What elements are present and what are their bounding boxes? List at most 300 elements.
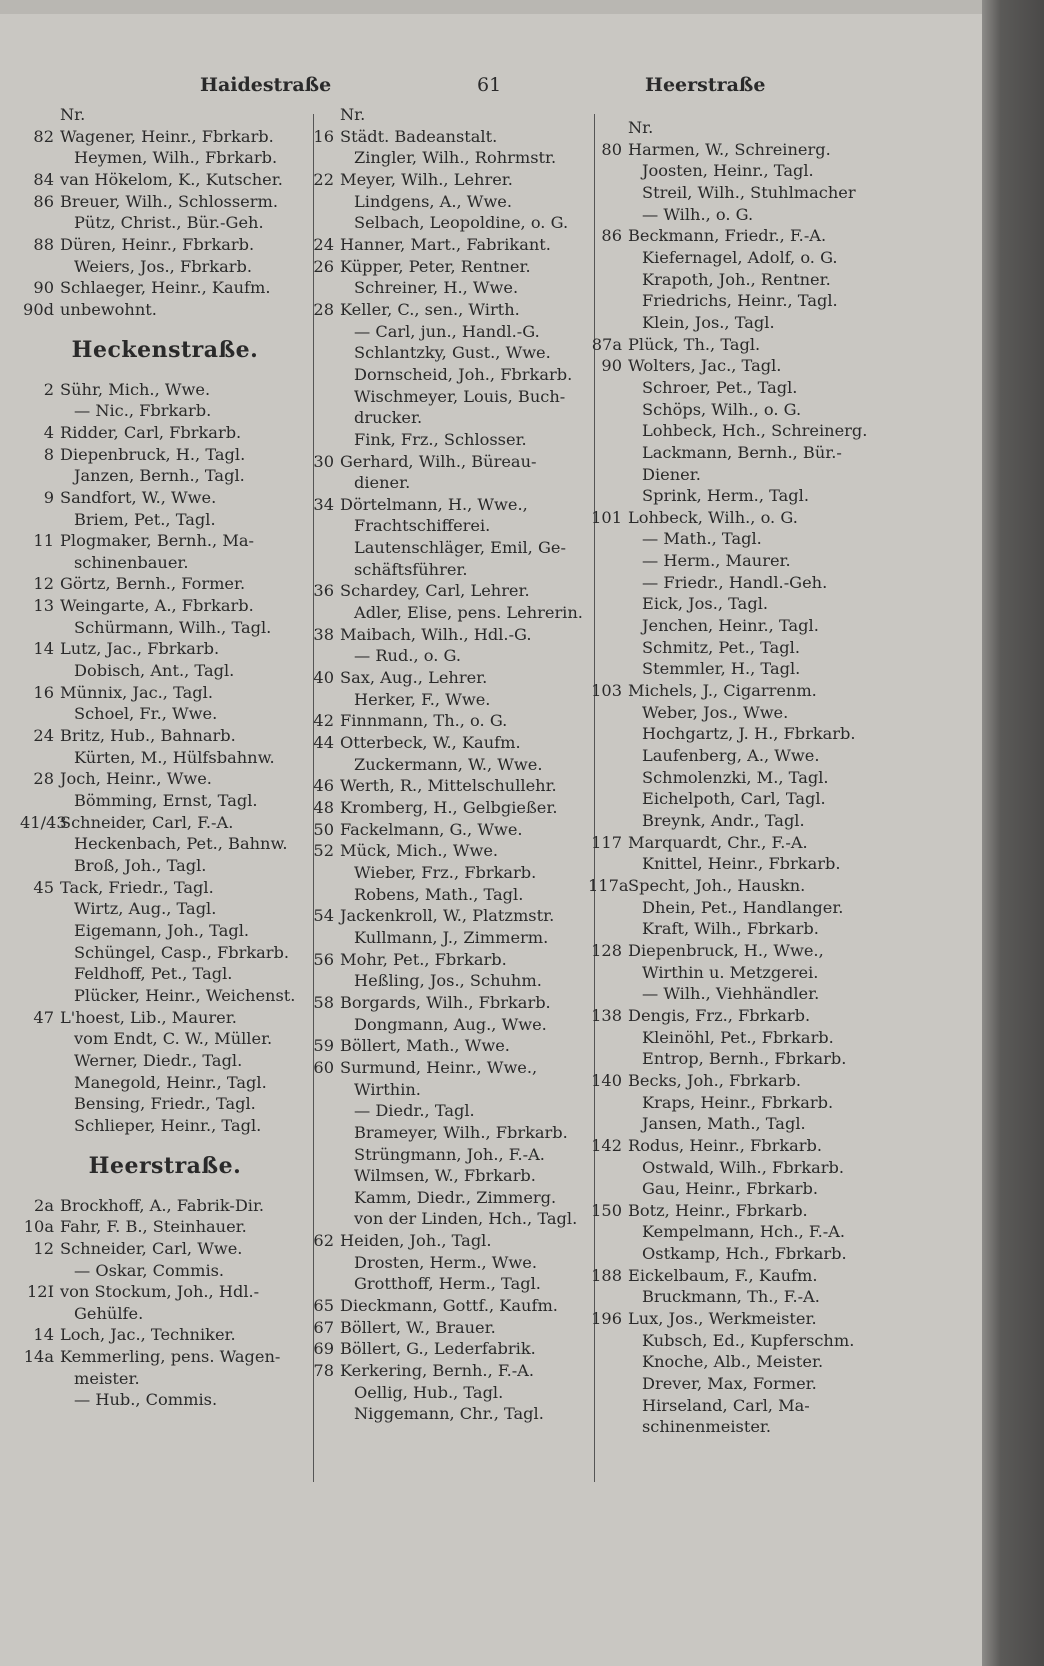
house-number [20, 400, 60, 422]
resident-text: Selbach, Leopoldine, o. G. [354, 213, 569, 233]
scan-right-edge [982, 0, 1044, 1666]
house-number [588, 767, 628, 789]
directory-entry [20, 573, 310, 595]
directory-entry [588, 1092, 888, 1114]
directory-entry [588, 420, 888, 442]
directory-entry [588, 853, 888, 875]
directory-entry [588, 1330, 888, 1352]
directory-entry [20, 790, 310, 812]
house-number: 69 [313, 1339, 334, 1359]
directory-entry [300, 1273, 592, 1295]
house-number [20, 703, 60, 725]
directory-entry [588, 204, 888, 226]
directory-entry [588, 962, 888, 984]
resident-text: Plogmaker, Bernh., Ma- [60, 531, 255, 551]
running-header-left: Haidestraße [200, 74, 332, 96]
directory-entry [20, 942, 310, 964]
resident-text: Weber, Jos., Wwe. [642, 702, 789, 722]
resident-text: Schreiner, H., Wwe. [354, 278, 519, 298]
directory-entry [20, 768, 310, 790]
resident-text: Oellig, Hub., Tagl. [354, 1382, 504, 1402]
directory-entry [300, 884, 592, 906]
directory-entry [20, 1115, 310, 1137]
directory-entry [300, 949, 592, 971]
resident-text: Manegold, Heinr., Tagl. [74, 1072, 267, 1092]
resident-text: Schneider, Carl, F.-A. [60, 812, 234, 832]
directory-entry [588, 680, 888, 702]
house-number [300, 342, 340, 364]
resident-text: Kemmerling, pens. Wagen- [60, 1347, 281, 1367]
directory-entry [20, 552, 310, 574]
house-number [588, 1330, 628, 1352]
house-number: 52 [313, 841, 334, 861]
directory-entry [588, 1286, 888, 1308]
house-number: 42 [313, 711, 334, 731]
directory-entry [588, 1178, 888, 1200]
resident-text: Michels, J., Cigarrenm. [628, 681, 817, 701]
resident-text: — Hub., Commis. [74, 1390, 218, 1410]
resident-text: Finnmann, Th., o. G. [340, 711, 508, 731]
resident-text: Hirseland, Carl, Ma- [642, 1395, 810, 1415]
house-number [588, 853, 628, 875]
resident-text: diener. [354, 473, 411, 493]
house-number [20, 985, 60, 1007]
house-number [300, 884, 340, 906]
resident-text: Botz, Heinr., Fbrkarb. [628, 1200, 808, 1220]
directory-entry [20, 812, 310, 834]
resident-text: Weiers, Jos., Fbrkarb. [74, 256, 253, 276]
resident-text: Drosten, Herm., Wwe. [354, 1252, 538, 1272]
house-number [588, 117, 628, 139]
resident-text: Kempelmann, Hch., F.-A. [642, 1222, 846, 1242]
resident-text: Görtz, Bernh., Former. [60, 574, 246, 594]
directory-entry [300, 710, 592, 732]
resident-text: Breynk, Andr., Tagl. [642, 811, 805, 830]
directory-entry [300, 494, 592, 516]
directory-entry [300, 169, 592, 191]
resident-text: Jansen, Math., Tagl. [642, 1114, 806, 1134]
house-number [300, 1014, 340, 1036]
house-number: 78 [313, 1361, 334, 1381]
directory-entry [300, 732, 592, 754]
house-number: 8 [43, 444, 54, 464]
resident-text: Böllert, G., Lederfabrik. [340, 1339, 536, 1359]
house-number [300, 429, 340, 451]
directory-entry [300, 104, 592, 126]
directory-entry [300, 927, 592, 949]
resident-text: Zingler, Wilh., Rohrmstr. [354, 148, 557, 168]
house-number [588, 312, 628, 334]
resident-text: Lohbeck, Wilh., o. G. [628, 507, 798, 527]
directory-entry [300, 1208, 592, 1230]
house-number [20, 660, 60, 682]
directory-entry [20, 1028, 310, 1050]
house-number: 62 [313, 1231, 334, 1251]
directory-entry [588, 355, 888, 377]
directory-entry [588, 1308, 888, 1330]
house-number [20, 256, 60, 278]
directory-entry [588, 507, 888, 529]
resident-text: Kubsch, Ed., Kupferschm. [642, 1330, 855, 1350]
house-number [588, 528, 628, 550]
directory-entry [588, 1070, 888, 1092]
directory-entry [588, 918, 888, 940]
resident-text: Broß, Joh., Tagl. [74, 856, 207, 875]
house-number [588, 1395, 628, 1417]
directory-entry [20, 617, 310, 639]
directory-entry [20, 422, 310, 444]
house-number [300, 645, 340, 667]
directory-entry [20, 126, 310, 148]
house-number [300, 147, 340, 169]
directory-entry [20, 277, 310, 299]
directory-entry [588, 312, 888, 334]
directory-entry [588, 723, 888, 745]
directory-entry [588, 940, 888, 962]
house-number [20, 552, 60, 574]
house-number [20, 855, 60, 877]
house-number [588, 247, 628, 269]
house-number: 142 [591, 1135, 622, 1155]
resident-text: Fahr, F. B., Steinhauer. [60, 1217, 247, 1237]
house-number: 24 [33, 726, 54, 746]
house-number [20, 1093, 60, 1115]
house-number [588, 702, 628, 724]
directory-entry [300, 147, 592, 169]
directory-entry [588, 593, 888, 615]
directory-entry [588, 1243, 888, 1265]
page-number: 61 [477, 74, 502, 96]
house-number: 48 [313, 798, 334, 817]
directory-entry [588, 897, 888, 919]
house-number [588, 1027, 628, 1049]
house-number [20, 509, 60, 531]
house-number [20, 790, 60, 812]
directory-entry [20, 104, 310, 126]
house-number [588, 377, 628, 399]
house-number [588, 1092, 628, 1114]
resident-text: Schüngel, Casp., Fbrkarb. [74, 942, 290, 962]
resident-text: Mohr, Pet., Fbrkarb. [340, 949, 507, 969]
directory-entry [588, 247, 888, 269]
resident-text: Surmund, Heinr., Wwe., [340, 1057, 538, 1077]
resident-text: Stemmler, H., Tagl. [642, 659, 801, 679]
directory-entry [588, 1005, 888, 1027]
directory-entry [300, 797, 592, 819]
directory-entry [300, 429, 592, 451]
house-number: 46 [313, 776, 334, 796]
directory-entry [300, 364, 592, 386]
resident-text: Kürten, M., Hülfsbahnw. [74, 747, 275, 767]
resident-text: Meyer, Wilh., Lehrer. [340, 169, 513, 189]
house-number: 90 [601, 356, 622, 376]
directory-entry [20, 1324, 310, 1346]
resident-text: Heckenbach, Pet., Bahnw. [74, 834, 288, 854]
resident-text: — Carl, jun., Handl.-G. [354, 321, 540, 341]
house-number: 59 [313, 1036, 334, 1056]
house-number: 90 [33, 278, 54, 298]
house-number [300, 754, 340, 776]
resident-text: Schlaeger, Heinr., Kaufm. [60, 278, 271, 298]
house-number: 47 [33, 1007, 54, 1027]
directory-entry [588, 485, 888, 507]
house-number [588, 962, 628, 984]
house-number [588, 615, 628, 637]
resident-text: Wirtz, Aug., Tagl. [74, 899, 217, 919]
directory-entry [20, 191, 310, 213]
house-number [588, 810, 628, 832]
resident-text: Schmolenzki, M., Tagl. [642, 767, 829, 787]
house-number [20, 1389, 60, 1411]
house-number [20, 1050, 60, 1072]
house-number: 10a [23, 1217, 54, 1237]
resident-text: drucker. [354, 408, 423, 428]
directory-entry [20, 595, 310, 617]
house-number [300, 472, 340, 494]
house-number [20, 920, 60, 942]
house-number: 101 [591, 507, 622, 527]
resident-text: Harmen, W., Schreinerg. [628, 139, 831, 159]
resident-text: Niggemann, Chr., Tagl. [354, 1404, 544, 1424]
directory-entry [20, 1093, 310, 1115]
house-number: 16 [33, 682, 54, 702]
resident-text: Mück, Mich., Wwe. [340, 841, 499, 861]
house-number [300, 602, 340, 624]
directory-entry [300, 624, 592, 646]
directory-entry [300, 1187, 592, 1209]
house-number [20, 898, 60, 920]
resident-text: Heymen, Wilh., Fbrkarb. [74, 148, 278, 168]
resident-text: vom Endt, C. W., Müller. [74, 1029, 273, 1049]
resident-text: Kamm, Diedr., Zimmerg. [354, 1187, 557, 1207]
directory-entry [20, 299, 310, 321]
directory-entry [20, 855, 310, 877]
directory-entry [300, 1360, 592, 1382]
house-number [588, 637, 628, 659]
directory-entry [300, 1165, 592, 1187]
resident-text: — Nic., Fbrkarb. [74, 401, 212, 421]
resident-text: — Wilh., Viehhändler. [642, 984, 820, 1004]
house-number [588, 983, 628, 1005]
resident-text: L'hoest, Lib., Maurer. [60, 1007, 237, 1027]
house-number: 28 [33, 769, 54, 789]
house-number [20, 747, 60, 769]
directory-entry [588, 182, 888, 204]
house-number: 30 [313, 451, 334, 471]
directory-entry [20, 985, 310, 1007]
house-number: 80 [601, 139, 622, 159]
resident-text: Sühr, Mich., Wwe. [60, 379, 211, 399]
house-number [588, 464, 628, 486]
resident-text: Loch, Jac., Techniker. [60, 1325, 236, 1345]
house-number: 117 [591, 832, 622, 852]
resident-text: Kraft, Wilh., Fbrkarb. [642, 919, 819, 939]
directory-entry [300, 191, 592, 213]
directory-entry [300, 667, 592, 689]
house-number: 58 [313, 992, 334, 1012]
resident-text: Entrop, Bernh., Fbrkarb. [642, 1049, 847, 1069]
house-number [20, 833, 60, 855]
directory-entry [20, 400, 310, 422]
house-number [20, 1368, 60, 1390]
house-number [588, 442, 628, 464]
house-number [300, 1144, 340, 1166]
resident-text: schinenbauer. [74, 552, 189, 572]
resident-text: Werner, Diedr., Tagl. [74, 1050, 243, 1070]
resident-text: Schardey, Carl, Lehrer. [340, 581, 530, 601]
directory-entry [588, 1200, 888, 1222]
house-number: 86 [601, 226, 622, 246]
directory-entry [300, 1035, 592, 1057]
house-number: 50 [313, 819, 334, 839]
directory-entry [588, 1221, 888, 1243]
resident-text: Wieber, Frz., Fbrkarb. [354, 862, 537, 882]
house-number: 2a [34, 1195, 54, 1215]
directory-entry [20, 1216, 310, 1238]
resident-text: Lux, Jos., Werkmeister. [628, 1309, 817, 1329]
house-number: 140 [591, 1070, 622, 1090]
resident-text: Lutz, Jac., Fbrkarb. [60, 639, 220, 659]
directory-entry [300, 775, 592, 797]
directory-entry [300, 537, 592, 559]
directory-entry [300, 905, 592, 927]
house-number [300, 321, 340, 343]
resident-text: Wilmsen, W., Fbrkarb. [354, 1166, 536, 1186]
directory-entry [20, 379, 310, 401]
directory-entry [588, 442, 888, 464]
resident-text: Lindgens, A., Wwe. [354, 191, 513, 211]
resident-text: Jackenkroll, W., Platzmstr. [340, 906, 555, 926]
resident-text: von der Linden, Hch., Tagl. [354, 1209, 578, 1229]
house-number: 86 [33, 191, 54, 211]
resident-text: von Stockum, Joh., Hdl.- [60, 1282, 260, 1302]
resident-text: Diener. [642, 464, 701, 484]
directory-entry [20, 1007, 310, 1029]
resident-text: Brameyer, Wilh., Fbrkarb. [354, 1122, 568, 1142]
directory-entry [300, 256, 592, 278]
house-number: 14 [33, 1325, 54, 1345]
house-number [20, 1028, 60, 1050]
house-number [20, 104, 60, 126]
resident-text: Specht, Joh., Hauskn. [628, 875, 806, 895]
directory-entry [300, 1252, 592, 1274]
house-number: 87a [591, 334, 622, 354]
directory-entry [20, 703, 310, 725]
house-number: 26 [313, 256, 334, 276]
house-number [588, 269, 628, 291]
resident-text: Tack, Friedr., Tagl. [60, 877, 214, 897]
directory-entry [20, 725, 310, 747]
directory-entry [588, 399, 888, 421]
directory-entry [588, 1416, 888, 1438]
resident-text: Diepenbruck, H., Tagl. [60, 444, 246, 464]
house-number: 22 [313, 169, 334, 189]
resident-text: Brockhoff, A., Fabrik-Dir. [60, 1195, 265, 1215]
directory-entry [20, 530, 310, 552]
directory-entry [20, 509, 310, 531]
directory-entry [20, 682, 310, 704]
house-number [588, 1048, 628, 1070]
house-number: 60 [313, 1057, 334, 1077]
house-number [588, 420, 628, 442]
house-number [300, 1382, 340, 1404]
directory-entry [588, 160, 888, 182]
directory-entry [300, 602, 592, 624]
resident-text: Borgards, Wilh., Fbrkarb. [340, 992, 551, 1012]
directory-entry [300, 212, 592, 234]
house-number [300, 1165, 340, 1187]
house-number: 4 [43, 422, 54, 442]
house-number: 12I [27, 1282, 54, 1302]
house-number: 12 [33, 1238, 54, 1258]
resident-text: Dongmann, Aug., Wwe. [354, 1014, 547, 1034]
resident-text: Schlieper, Heinr., Tagl. [74, 1115, 262, 1135]
house-number: 103 [591, 681, 622, 701]
house-number: 28 [313, 299, 334, 319]
resident-text: Böllert, Math., Wwe. [340, 1036, 510, 1056]
resident-text: Britz, Hub., Bahnarb. [60, 726, 236, 746]
house-number: 11 [33, 531, 54, 551]
house-number [300, 1100, 340, 1122]
directory-entry [588, 290, 888, 312]
directory-entry [300, 1079, 592, 1101]
house-number: 82 [33, 126, 54, 146]
directory-entry [300, 451, 592, 473]
directory-entry [300, 992, 592, 1014]
directory-entry [588, 377, 888, 399]
directory-entry [300, 1230, 592, 1252]
resident-text: Sax, Aug., Lehrer. [340, 668, 488, 688]
house-number: 45 [33, 877, 54, 897]
resident-text: Heiden, Joh., Tagl. [340, 1231, 492, 1251]
directory-entry [20, 898, 310, 920]
resident-text: Lackmann, Bernh., Bür.- [642, 442, 842, 462]
directory-entry [300, 1338, 592, 1360]
resident-text: Schoel, Fr., Wwe. [74, 704, 218, 724]
directory-entry [300, 1382, 592, 1404]
resident-text: — Math., Tagl. [642, 529, 762, 549]
house-number [300, 559, 340, 581]
house-number: 84 [33, 169, 54, 189]
resident-text: Wirthin u. Metzgerei. [642, 962, 819, 982]
house-number: 14a [23, 1347, 54, 1367]
house-number [588, 593, 628, 615]
directory-entry [300, 970, 592, 992]
directory-entry [300, 386, 592, 408]
resident-text: Eichelpoth, Carl, Tagl. [642, 789, 826, 809]
resident-text: Krapoth, Joh., Rentner. [642, 269, 831, 289]
running-header-right: Heerstraße [645, 74, 766, 96]
directory-entry [588, 1395, 888, 1417]
directory-entry [300, 1403, 592, 1425]
directory-entry [20, 487, 310, 509]
resident-text: Joch, Heinr., Wwe. [60, 769, 212, 789]
house-number [20, 1072, 60, 1094]
resident-text: Klein, Jos., Tagl. [642, 312, 775, 332]
house-number: 13 [33, 596, 54, 616]
directory-entry [20, 920, 310, 942]
house-number: 54 [313, 906, 334, 926]
resident-text: Lautenschläger, Emil, Ge- [354, 538, 566, 558]
directory-entry [20, 638, 310, 660]
resident-text: Jenchen, Heinr., Tagl. [642, 616, 819, 636]
house-number [20, 465, 60, 487]
directory-entry [588, 464, 888, 486]
directory-entry [20, 444, 310, 466]
house-number [20, 963, 60, 985]
resident-text: Weingarte, A., Fbrkarb. [60, 596, 254, 616]
resident-text: Schneider, Carl, Wwe. [60, 1238, 243, 1258]
